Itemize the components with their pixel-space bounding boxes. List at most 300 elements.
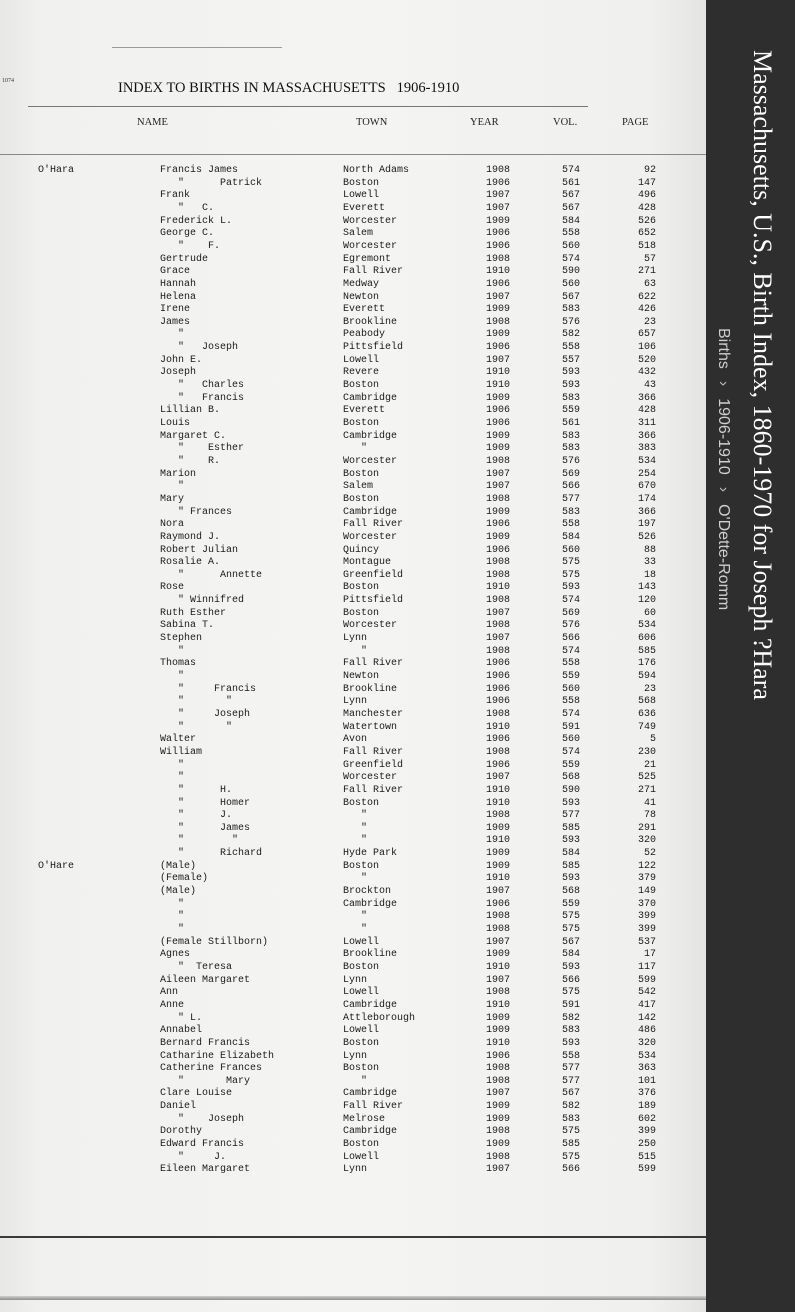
cell-year: 1910 <box>486 784 511 796</box>
cell-town: Boston <box>343 582 380 594</box>
table-row <box>0 418 706 431</box>
cell-vol: 561 <box>562 418 581 429</box>
cell-year: 1910 <box>486 266 511 278</box>
table-row <box>0 684 706 697</box>
cell-year: 1906 <box>486 759 511 771</box>
table-row <box>0 658 706 671</box>
table-row <box>0 1076 706 1089</box>
cell-page: 537 <box>637 936 656 948</box>
cell-page: 197 <box>637 519 656 531</box>
cell-vol: 593 <box>562 961 581 973</box>
table-row <box>0 722 706 735</box>
cell-given: " Francis <box>160 392 245 404</box>
cell-town: Boston <box>343 177 380 189</box>
cell-page: 122 <box>637 860 656 872</box>
cell-given: Clare Louise <box>160 1088 233 1100</box>
cell-page: 230 <box>637 746 656 758</box>
cell-vol: 574 <box>562 645 581 657</box>
table-row <box>0 1025 706 1038</box>
cell-vol: 559 <box>562 759 581 771</box>
cell-given: " Teresa <box>160 961 233 973</box>
table-row <box>0 367 706 380</box>
cell-town: Lowell <box>343 1025 380 1037</box>
cell-given: Margaret C. <box>160 430 227 442</box>
cell-given: Thomas <box>160 658 197 670</box>
cell-page: 399 <box>637 924 656 935</box>
cell-vol: 593 <box>562 582 581 594</box>
cell-town: Lynn <box>343 974 368 986</box>
cell-town: Quincy <box>343 544 380 556</box>
cell-vol: 558 <box>562 696 581 708</box>
cell-town: Boston <box>343 860 380 872</box>
cell-given: Eileen Margaret <box>160 1164 251 1176</box>
table-row <box>0 1088 706 1101</box>
table-row <box>0 190 706 203</box>
cell-town: Newton <box>343 671 380 682</box>
cell-given: (Male) <box>160 886 197 898</box>
cell-town: Manchester <box>343 708 404 720</box>
cell-given: Louis <box>160 418 191 429</box>
cell-year: 1909 <box>486 1113 511 1125</box>
cell-page: 379 <box>637 873 656 885</box>
cell-year: 1910 <box>486 582 511 594</box>
table-row <box>0 1013 706 1026</box>
cell-town: Everett <box>343 202 386 214</box>
cell-town: Cambridge <box>343 1126 398 1138</box>
cell-given: John E. <box>160 354 203 366</box>
cell-year: 1908 <box>486 557 511 569</box>
cell-town: " <box>343 1075 368 1087</box>
cell-year: 1908 <box>486 1075 511 1087</box>
cell-year: 1906 <box>486 418 511 429</box>
cell-town: " <box>343 645 368 657</box>
cell-year: 1906 <box>486 671 511 682</box>
cell-vol: 560 <box>562 734 581 746</box>
table-row <box>0 216 706 229</box>
cell-given: Dorothy <box>160 1126 203 1138</box>
cell-page: 88 <box>643 544 656 556</box>
cell-page: 585 <box>637 645 656 657</box>
cell-page: 376 <box>637 1088 656 1100</box>
cell-vol: 584 <box>562 215 581 227</box>
cell-year: 1910 <box>486 1037 511 1049</box>
cell-page: 106 <box>637 342 656 354</box>
cell-vol: 560 <box>562 683 581 695</box>
cell-year: 1907 <box>486 607 511 619</box>
cell-vol: 560 <box>562 278 581 290</box>
record-title: Massachusetts, U.S., Birth Index, 1860-1970 for Joseph ?Hara <box>748 50 777 700</box>
cell-page: 515 <box>637 1151 656 1163</box>
cell-vol: 584 <box>562 949 581 961</box>
cell-year: 1908 <box>486 165 511 176</box>
cell-vol: 583 <box>562 304 581 316</box>
cell-town: Fall River <box>343 746 404 758</box>
table-row <box>0 861 706 874</box>
cell-page: 670 <box>637 481 656 493</box>
table-row <box>0 317 706 330</box>
table-row <box>0 1139 706 1152</box>
cell-given: Sabina T. <box>160 620 215 632</box>
cell-page: 142 <box>637 1012 656 1024</box>
cell-vol: 590 <box>562 266 581 278</box>
cell-year: 1907 <box>486 633 511 645</box>
cell-vol: 584 <box>562 531 581 543</box>
cell-given: William <box>160 746 203 758</box>
cell-given: " <box>160 898 185 910</box>
cell-page: 92 <box>643 165 656 176</box>
cell-year: 1908 <box>486 595 511 607</box>
cell-year: 1909 <box>486 848 511 860</box>
cell-vol: 583 <box>562 443 581 455</box>
divider <box>0 1236 706 1238</box>
cell-year: 1909 <box>486 860 511 872</box>
cell-vol: 585 <box>562 860 581 872</box>
cell-page: 52 <box>643 848 656 860</box>
cell-town: Lowell <box>343 1151 380 1163</box>
cell-given: Anne <box>160 999 185 1011</box>
cell-page: 520 <box>637 354 656 366</box>
table-row <box>0 393 706 406</box>
cell-town: Lowell <box>343 936 380 948</box>
cell-year: 1907 <box>486 354 511 366</box>
cell-page: 43 <box>643 380 656 392</box>
cell-town: North Adams <box>343 165 410 176</box>
cell-year: 1906 <box>486 342 511 354</box>
cell-page: 189 <box>637 1101 656 1113</box>
cell-vol: 558 <box>562 1050 581 1062</box>
cell-town: Cambridge <box>343 506 398 518</box>
cell-town: Revere <box>343 367 380 379</box>
cell-page: 599 <box>637 1164 656 1176</box>
cell-page: 271 <box>637 784 656 796</box>
cell-vol: 585 <box>562 1139 581 1151</box>
divider <box>112 47 282 48</box>
cell-given: George C. <box>160 228 215 240</box>
cell-given: Grace <box>160 266 191 278</box>
cell-page: 291 <box>637 822 656 834</box>
cell-page: 63 <box>643 278 656 290</box>
cell-town: " <box>343 924 368 935</box>
cell-vol: 582 <box>562 329 581 341</box>
cell-given: " " <box>160 835 239 847</box>
table-row <box>0 342 706 355</box>
cell-vol: 576 <box>562 620 581 632</box>
cell-year: 1908 <box>486 1151 511 1163</box>
cell-town: Greenfield <box>343 759 404 771</box>
cell-given: Raymond J. <box>160 531 221 543</box>
cell-vol: 574 <box>562 253 581 265</box>
cell-page: 534 <box>637 620 656 632</box>
header-town: TOWN <box>356 117 388 128</box>
cell-vol: 593 <box>562 380 581 392</box>
cell-page: 428 <box>637 405 656 417</box>
cell-given: " <box>160 671 185 682</box>
table-row <box>0 178 706 191</box>
cell-vol: 575 <box>562 1151 581 1163</box>
cell-vol: 593 <box>562 873 581 885</box>
cell-page: 622 <box>637 291 656 303</box>
cell-year: 1906 <box>486 734 511 746</box>
cell-vol: 566 <box>562 633 581 645</box>
table-row <box>0 709 706 722</box>
cell-town: Worcester <box>343 531 398 543</box>
cell-page: 254 <box>637 468 656 480</box>
cell-vol: 575 <box>562 569 581 581</box>
cell-given: Catherine Frances <box>160 1063 263 1075</box>
cell-given: Catharine Elizabeth <box>160 1050 275 1062</box>
table-row <box>0 671 706 684</box>
table-row <box>0 962 706 975</box>
table-row <box>0 481 706 494</box>
table-row <box>0 279 706 292</box>
cell-vol: 582 <box>562 1101 581 1113</box>
cell-given: James <box>160 316 191 328</box>
cell-given: " " <box>160 721 233 733</box>
cell-year: 1908 <box>486 924 511 935</box>
cell-given: " <box>160 481 185 493</box>
cell-vol: 568 <box>562 886 581 898</box>
cell-vol: 583 <box>562 1025 581 1037</box>
cell-year: 1910 <box>486 873 511 885</box>
cell-given: Ann <box>160 987 179 999</box>
cell-town: Cambridge <box>343 430 398 442</box>
cell-year: 1907 <box>486 468 511 480</box>
cell-year: 1909 <box>486 506 511 518</box>
cell-town: Cambridge <box>343 999 398 1011</box>
cell-town: Boston <box>343 1037 380 1049</box>
cell-town: Fall River <box>343 658 404 670</box>
cell-year: 1906 <box>486 405 511 417</box>
cell-given: Lillian B. <box>160 405 221 417</box>
cell-town: Boston <box>343 1063 380 1075</box>
cell-year: 1910 <box>486 380 511 392</box>
cell-given: " Esther <box>160 443 245 455</box>
cell-page: 399 <box>637 1126 656 1138</box>
cell-given: Daniel <box>160 1101 197 1113</box>
cell-year: 1906 <box>486 519 511 531</box>
table-row <box>0 456 706 469</box>
header-vol: VOL. <box>553 117 578 128</box>
table-row <box>0 987 706 1000</box>
cell-vol: 557 <box>562 354 581 366</box>
cell-given: Ruth Esther <box>160 607 227 619</box>
table-row <box>0 431 706 444</box>
cell-page: 568 <box>637 696 656 708</box>
cell-vol: 566 <box>562 481 581 493</box>
cell-given: Bernard Francis <box>160 1037 251 1049</box>
cell-vol: 559 <box>562 671 581 682</box>
cell-town: Boston <box>343 493 380 505</box>
cell-town: Hyde Park <box>343 848 398 860</box>
cell-given: Annabel <box>160 1025 203 1037</box>
cell-vol: 582 <box>562 1012 581 1024</box>
header-year: YEAR <box>470 117 499 128</box>
cell-town: Lowell <box>343 987 380 999</box>
table-row <box>0 595 706 608</box>
table-row <box>0 1051 706 1064</box>
table-row <box>0 975 706 988</box>
cell-page: 432 <box>637 367 656 379</box>
cell-year: 1908 <box>486 1063 511 1075</box>
cell-page: 636 <box>637 708 656 720</box>
cell-page: 147 <box>637 177 656 189</box>
cell-given: " Charles <box>160 380 245 392</box>
cell-given: " <box>160 924 185 935</box>
cell-page: 749 <box>637 721 656 733</box>
table-row <box>0 570 706 583</box>
cell-page: 542 <box>637 987 656 999</box>
cell-given: Mary <box>160 493 185 505</box>
cell-vol: 574 <box>562 595 581 607</box>
cell-given: " Richard <box>160 848 263 860</box>
cell-given: Edward Francis <box>160 1139 245 1151</box>
cell-page: 149 <box>637 886 656 898</box>
cell-given: Frederick L. <box>160 215 233 227</box>
cell-year: 1907 <box>486 481 511 493</box>
cell-year: 1907 <box>486 886 511 898</box>
cell-town: Brookline <box>343 316 398 328</box>
cell-vol: 575 <box>562 911 581 923</box>
breadcrumb-range[interactable]: O'Dette-Romm <box>715 504 732 611</box>
cell-page: 23 <box>643 683 656 695</box>
table-row <box>0 949 706 962</box>
table-row <box>0 608 706 621</box>
divider <box>28 106 588 107</box>
table-row <box>0 911 706 924</box>
cell-year: 1908 <box>486 620 511 632</box>
cell-page: 594 <box>637 671 656 682</box>
table-row <box>0 886 706 899</box>
breadcrumb-births[interactable]: Births <box>715 328 732 369</box>
cell-vol: 575 <box>562 924 581 935</box>
table-row <box>0 355 706 368</box>
cell-vol: 593 <box>562 367 581 379</box>
breadcrumb-years[interactable]: 1906-1910 <box>715 398 732 475</box>
cell-year: 1906 <box>486 177 511 189</box>
cell-given: " Mary <box>160 1075 251 1087</box>
table-row <box>0 405 706 418</box>
cell-town: Attleborough <box>343 1012 416 1024</box>
cell-given: " <box>160 911 185 923</box>
table-row <box>0 734 706 747</box>
cell-year: 1908 <box>486 569 511 581</box>
cell-page: 57 <box>643 253 656 265</box>
cell-year: 1908 <box>486 746 511 758</box>
cell-vol: 561 <box>562 177 581 189</box>
cell-town: Boston <box>343 1139 380 1151</box>
cell-year: 1909 <box>486 215 511 227</box>
table-row <box>0 620 706 633</box>
cell-given: (Female) <box>160 873 209 885</box>
cell-year: 1906 <box>486 1050 511 1062</box>
cell-vol: 559 <box>562 898 581 910</box>
cell-town: Peabody <box>343 329 386 341</box>
cell-vol: 576 <box>562 455 581 467</box>
cell-year: 1907 <box>486 772 511 784</box>
breadcrumb <box>714 328 732 610</box>
cell-given: Marion <box>160 468 197 480</box>
cell-vol: 583 <box>562 506 581 518</box>
cell-given: Aileen Margaret <box>160 974 251 986</box>
cell-vol: 593 <box>562 1037 581 1049</box>
cell-page: 5 <box>649 734 656 746</box>
cell-page: 363 <box>637 1063 656 1075</box>
cell-given: " J. <box>160 1151 227 1163</box>
cell-page: 78 <box>643 810 656 822</box>
cell-vol: 583 <box>562 1113 581 1125</box>
table-row <box>0 443 706 456</box>
table-row <box>0 1063 706 1076</box>
cell-town: Worcester <box>343 215 398 227</box>
cell-town: Brockton <box>343 886 392 898</box>
cell-page: 606 <box>637 633 656 645</box>
cell-page: 17 <box>643 949 656 961</box>
cell-town: Brookline <box>343 949 398 961</box>
cell-year: 1906 <box>486 898 511 910</box>
table-row <box>0 1038 706 1051</box>
cell-page: 120 <box>637 595 656 607</box>
table-row <box>0 772 706 785</box>
cell-given: " Joseph <box>160 1113 245 1125</box>
cell-given: " Francis <box>160 683 257 695</box>
cell-town: Boston <box>343 418 380 429</box>
cell-vol: 575 <box>562 1126 581 1138</box>
table-row <box>0 292 706 305</box>
cell-vol: 575 <box>562 987 581 999</box>
cell-vol: 591 <box>562 721 581 733</box>
cell-page: 526 <box>637 215 656 227</box>
cell-given: " <box>160 645 185 657</box>
cell-vol: 566 <box>562 1164 581 1176</box>
cell-year: 1908 <box>486 316 511 328</box>
cell-town: Newton <box>343 291 380 303</box>
cell-year: 1908 <box>486 645 511 657</box>
table-row <box>0 747 706 760</box>
cell-vol: 568 <box>562 772 581 784</box>
cell-vol: 593 <box>562 835 581 847</box>
cell-given: " Joseph <box>160 342 239 354</box>
cell-town: " <box>343 443 368 455</box>
cell-town: Fall River <box>343 1101 404 1113</box>
cell-page: 486 <box>637 1025 656 1037</box>
cell-vol: 574 <box>562 746 581 758</box>
table-row <box>0 823 706 836</box>
cell-town: Lynn <box>343 1164 368 1176</box>
cell-page: 366 <box>637 392 656 404</box>
table-row <box>0 760 706 773</box>
cell-page: 320 <box>637 1037 656 1049</box>
cell-page: 366 <box>637 430 656 442</box>
cell-page: 657 <box>637 329 656 341</box>
cell-page: 271 <box>637 266 656 278</box>
cell-given: Walter <box>160 734 197 746</box>
cell-year: 1909 <box>486 304 511 316</box>
cell-given: Rose <box>160 582 185 594</box>
cell-town: Boston <box>343 380 380 392</box>
header-name: NAME <box>137 117 168 128</box>
cell-town: Avon <box>343 734 368 746</box>
cell-page: 525 <box>637 772 656 784</box>
cell-town: " <box>343 873 368 885</box>
cell-page: 496 <box>637 190 656 202</box>
cell-year: 1909 <box>486 1012 511 1024</box>
cell-town: Boston <box>343 468 380 480</box>
cell-year: 1907 <box>486 202 511 214</box>
cell-given: " Patrick <box>160 177 263 189</box>
table-row <box>0 582 706 595</box>
cell-page: 366 <box>637 506 656 518</box>
table-row <box>0 532 706 545</box>
